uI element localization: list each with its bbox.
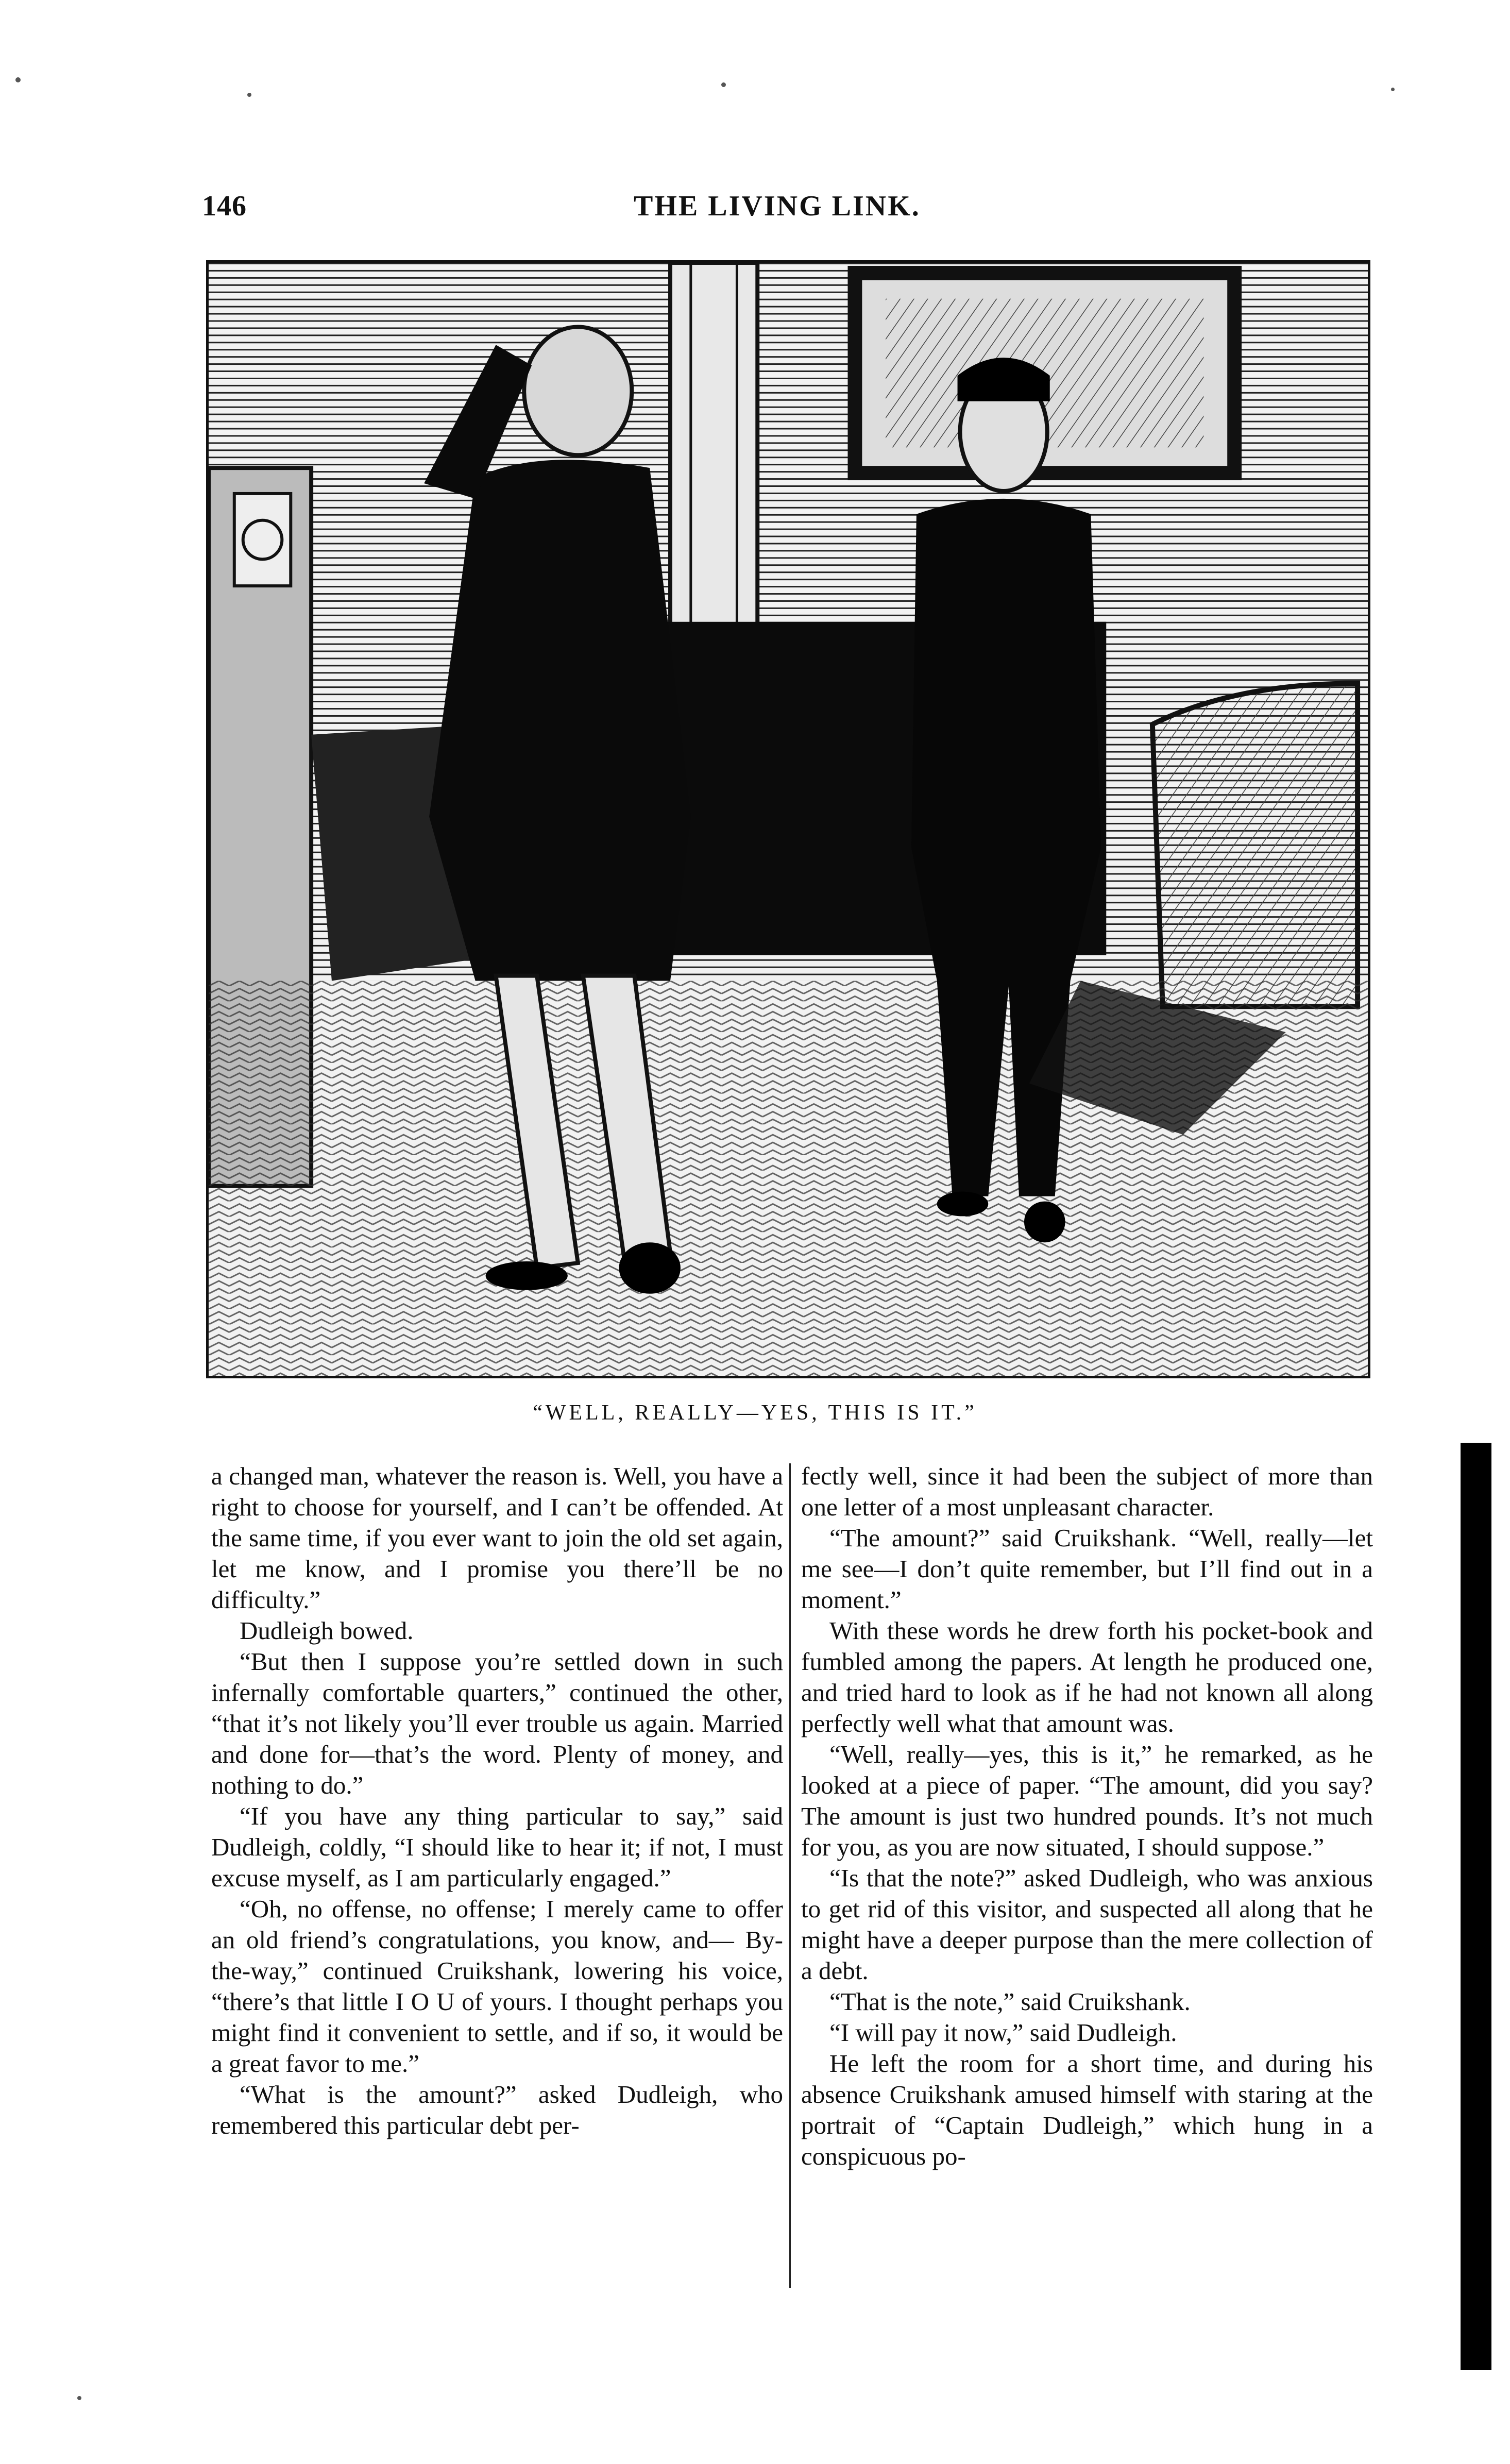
paragraph: “Is that the note?” asked Dudleigh, who was anxious to get rid of this visitor, and suspected all along that he might have a deeper purpose than the mere collection of a debt. <box>801 1864 1373 1985</box>
engraving-illustration <box>206 260 1370 1378</box>
scan-speck <box>77 2396 81 2400</box>
column-divider <box>789 1463 791 2288</box>
illustration-caption: “WELL, REALLY—YES, THIS IS IT.” <box>533 1401 977 1425</box>
paragraph: fectly well, since it had been the subject of more than one letter of a most unpleasant character. <box>801 1462 1373 1521</box>
paragraph: a changed man, whatever the reason is. Well, you have a right to choose for yourself, and I can’t be offended. At the same time, if you ever want to join the old set again, let me know, and I promise you there’ll be no difficulty.” <box>211 1462 783 1614</box>
running-head: THE LIVING LINK. <box>634 190 921 222</box>
text-column-left <box>211 1461 783 2141</box>
text-column-right <box>801 1461 1373 2172</box>
scan-speck <box>247 93 251 97</box>
scan-speck <box>1391 88 1395 91</box>
scan-edge-bar <box>1461 1443 1491 2370</box>
paragraph: With these words he drew forth his pocket-book and fumbled among the papers. At length he produced one, and tried hard to look as if he had not known all along perfectly well what that amount was. <box>801 1616 1373 1737</box>
paragraph: “I will pay it now,” said Dudleigh. <box>829 2018 1177 2047</box>
paragraph: He left the room for a short time, and during his absence Cruikshank amused himself with staring at the portrait of “Captain Dudleigh,” which hung in a conspicuous po- <box>801 2049 1373 2170</box>
sofa <box>1152 683 1358 1006</box>
paragraph: “But then I suppose you’re settled down in such infernally comfortable quarters,” continued the other, “that it’s not likely you’ll ever trouble us again. Married and done for—that’s the word. Plenty of money, and nothing to do.” <box>211 1647 783 1799</box>
paragraph: “What is the amount?” asked Dudleigh, who remembered this particular debt per- <box>211 2080 783 2139</box>
scan-speck <box>721 82 726 87</box>
engraving-image <box>209 263 1368 1376</box>
paragraph: “That is the note,” said Cruikshank. <box>829 1987 1191 2016</box>
scan-speck <box>15 77 21 82</box>
paragraph: “Well, really—yes, this is it,” he remarked, as he looked at a piece of paper. “The amount, did you say? The amount is just two hundred pounds. It’s not much for you, as you are now situated, I should suppose.” <box>801 1740 1373 1861</box>
paragraph: “Oh, no offense, no offense; I merely came to offer an old friend’s congratulations, you know, and— By-the-way,” continued Cruikshank, lowering his voice, “there’s that little I O U of yours. I thought perhaps you might find it convenient to settle, and if so, it would be a great favor to me.” <box>211 1895 783 2078</box>
paragraph: “If you have any thing particular to say,” said Dudleigh, coldly, “I should like to hear it; if not, I must excuse myself, as I am particularly engaged.” <box>211 1802 783 1892</box>
paragraph: “The amount?” said Cruikshank. “Well, really—let me see—I don’t quite remember, but I’ll find out in a moment.” <box>801 1524 1373 1614</box>
paragraph: Dudleigh bowed. <box>240 1616 414 1645</box>
page-number: 146 <box>202 190 247 222</box>
